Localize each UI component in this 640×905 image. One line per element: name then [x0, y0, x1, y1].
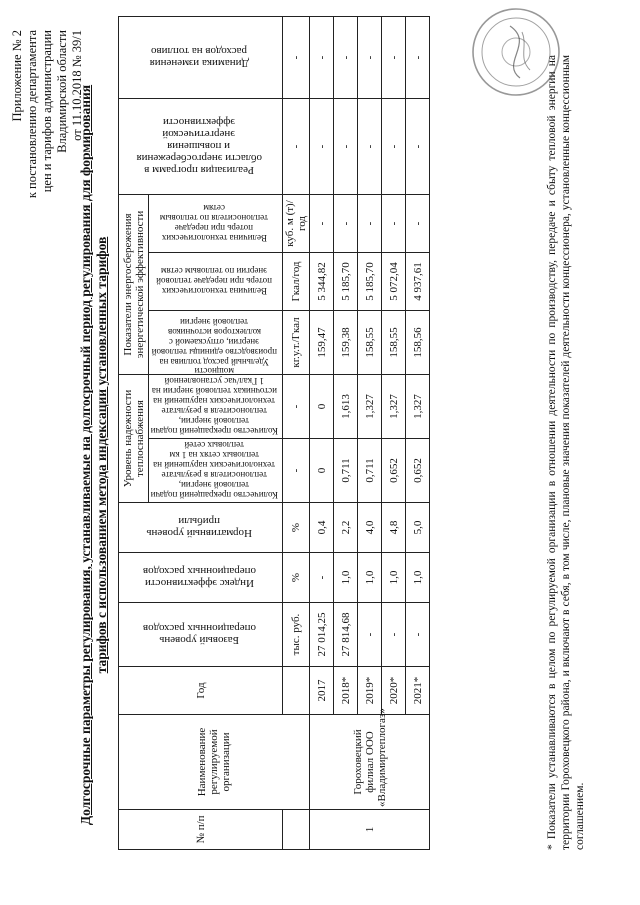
- appendix-line: Владимирской области: [55, 30, 69, 153]
- cell-r1: 0,711: [358, 439, 382, 503]
- header-fuel-dyn: [119, 16, 283, 98]
- title-line: Долгосрочные параметры регулирования, устанавливаемые на долгосрочный период регулирования для формирования: [78, 84, 93, 826]
- cell-idx: 1,0: [382, 553, 406, 603]
- unit-cell: %: [283, 503, 310, 553]
- header-reliability: Уровень надежности теплоснабжения: [119, 375, 149, 503]
- cell-prog: -: [406, 98, 430, 194]
- header-rel-c1: [149, 439, 283, 503]
- header-en-c2: [149, 253, 283, 311]
- unit-cell-empty: [283, 667, 310, 715]
- header-num: № п/п: [119, 810, 283, 850]
- cell-dyn: -: [382, 16, 406, 98]
- cell-profit: 4,8: [382, 503, 406, 553]
- cell-idx: -: [310, 553, 334, 603]
- header-opex-index-text: Индекс эффективности операционных расходов: [142, 565, 256, 590]
- cell-year: 2019*: [358, 667, 382, 715]
- unit-cell: тыс. руб.: [283, 603, 310, 667]
- unit-cell-empty: [283, 810, 310, 850]
- parameters-table: [118, 16, 430, 850]
- cell-prog: -: [382, 98, 406, 194]
- cell-year: 2018*: [334, 667, 358, 715]
- unit-cell: %: [283, 553, 310, 603]
- cell-loss-e: 5 185,70: [358, 253, 382, 311]
- cell-loss-e: 5 185,70: [334, 253, 358, 311]
- row-number: 1: [310, 810, 430, 850]
- header-org: Наименование регулируемой организации: [119, 715, 310, 810]
- cell-profit: 4,0: [358, 503, 382, 553]
- footnote: * Показатели устанавливаются в целом по регулируемой организации в отношении деятельности по производству, передаче и сбыту тепловой энергии на территории Гороховецкого района, и включают в себя, в том числе, плановые значения показателей деятельности концессионера, установленные концессионным соглашением.: [546, 55, 586, 850]
- cell-base: -: [406, 603, 430, 667]
- cell-fuel: 158,55: [358, 311, 382, 375]
- header-year: Год: [119, 667, 283, 715]
- appendix-line: к постановлению департамента: [25, 30, 39, 199]
- cell-profit: 2,2: [334, 503, 358, 553]
- cell-base: -: [382, 603, 406, 667]
- cell-loss-w: -: [358, 194, 382, 252]
- document-title: [78, 45, 110, 865]
- header-en-c1: [149, 311, 283, 375]
- cell-r2: 1,327: [358, 375, 382, 439]
- cell-year: 2021*: [406, 667, 430, 715]
- cell-dyn: -: [334, 16, 358, 98]
- cell-fuel: 159,47: [310, 311, 334, 375]
- header-programs-text: Реализация программ в области энергосбережения и повышения энергетической эффективности: [136, 116, 262, 177]
- table-row: [310, 16, 334, 849]
- cell-prog: -: [334, 98, 358, 194]
- header-norm-profit: [119, 503, 283, 553]
- cell-dyn: -: [358, 16, 382, 98]
- unit-cell: Гкал/год: [283, 253, 310, 311]
- cell-fuel: 158,55: [382, 311, 406, 375]
- header-en-c3: [149, 194, 283, 252]
- cell-profit: 5,0: [406, 503, 430, 553]
- header-en-c1-text: Удельный расход топлива на производство единицы тепловой энергии, отпускаемой с коллекторов источников тепловой энергии: [151, 317, 277, 368]
- unit-cell: куб. м (т)/год: [283, 194, 310, 252]
- cell-loss-w: -: [334, 194, 358, 252]
- cell-r2: 0: [310, 375, 334, 439]
- cell-r2: 1,327: [382, 375, 406, 439]
- unit-cell: кг.у.т./Гкал: [283, 311, 310, 375]
- organization-name: Гороховецкий филиал ООО «Владимиртеплогаз»: [310, 715, 430, 810]
- cell-profit: 0,4: [310, 503, 334, 553]
- cell-base: -: [358, 603, 382, 667]
- cell-year: 2017: [310, 667, 334, 715]
- cell-prog: -: [310, 98, 334, 194]
- official-seal-stamp: [470, 6, 562, 98]
- cell-r2: 1,327: [406, 375, 430, 439]
- header-base-opex: [119, 603, 283, 667]
- header-programs: [119, 98, 283, 194]
- header-fuel-dyn-text: Динамика изменения расходов на топливо: [149, 45, 249, 70]
- cell-fuel: 159,38: [334, 311, 358, 375]
- cell-loss-e: 4 937,61: [406, 253, 430, 311]
- cell-r1: 0: [310, 439, 334, 503]
- appendix-line: от 11.10.2018 № 39/1: [70, 30, 84, 141]
- cell-loss-w: -: [382, 194, 406, 252]
- cell-dyn: -: [406, 16, 430, 98]
- appendix-header: [10, 30, 85, 260]
- header-en-c3-text: Величина технологических потерь при передаче теплоносителя по тепловым сетям: [159, 203, 269, 244]
- cell-idx: 1,0: [334, 553, 358, 603]
- header-norm-profit-text: Нормативный уровень прибыли: [146, 515, 252, 540]
- cell-r1: 0,711: [334, 439, 358, 503]
- cell-year: 2020*: [382, 667, 406, 715]
- cell-r1: 0,652: [382, 439, 406, 503]
- header-rel-c2-text: Количество прекращений подачи тепловой энергии, теплоносителя в результате технологических нарушений на источниках тепловой энергии на 1 Гкал/час установленной мощности: [150, 366, 278, 436]
- unit-cell: -: [283, 375, 310, 439]
- unit-cell: -: [283, 16, 310, 98]
- cell-idx: 1,0: [406, 553, 430, 603]
- cell-loss-e: 5 072,04: [382, 253, 406, 311]
- cell-r1: 0,652: [406, 439, 430, 503]
- header-rel-c2: [149, 366, 283, 439]
- cell-dyn: -: [310, 16, 334, 98]
- cell-prog: -: [358, 98, 382, 194]
- header-base-opex-text: Базовый уровень операционных расходов: [142, 622, 256, 647]
- appendix-line: Приложение № 2: [10, 30, 24, 122]
- unit-cell: -: [283, 98, 310, 194]
- unit-cell: -: [283, 439, 310, 503]
- header-row: [119, 16, 149, 849]
- header-rel-c1-text: Количество прекращений подачи тепловой энергии, теплоносителя в результате технологических нарушений на тепловых сетях на 1 км тепловых сетей: [150, 440, 278, 500]
- header-en-c2-text: Величина технологических потерь при передаче тепловой энергии по тепловым сетям: [156, 266, 272, 297]
- cell-idx: 1,0: [358, 553, 382, 603]
- cell-loss-w: -: [310, 194, 334, 252]
- cell-loss-w: -: [406, 194, 430, 252]
- appendix-line: цен и тарифов администрации: [40, 30, 54, 193]
- cell-base: 27 014,25: [310, 603, 334, 667]
- title-line: тарифов с использованием метода индексации установленных тарифов: [94, 236, 109, 674]
- cell-loss-e: 5 344,82: [310, 253, 334, 311]
- cell-base: 27 814,68: [334, 603, 358, 667]
- cell-fuel: 158,56: [406, 311, 430, 375]
- header-opex-index: [119, 553, 283, 603]
- header-energy: Показатели энергосбережения энергетической эффективности: [119, 194, 149, 374]
- cell-r2: 1,613: [334, 375, 358, 439]
